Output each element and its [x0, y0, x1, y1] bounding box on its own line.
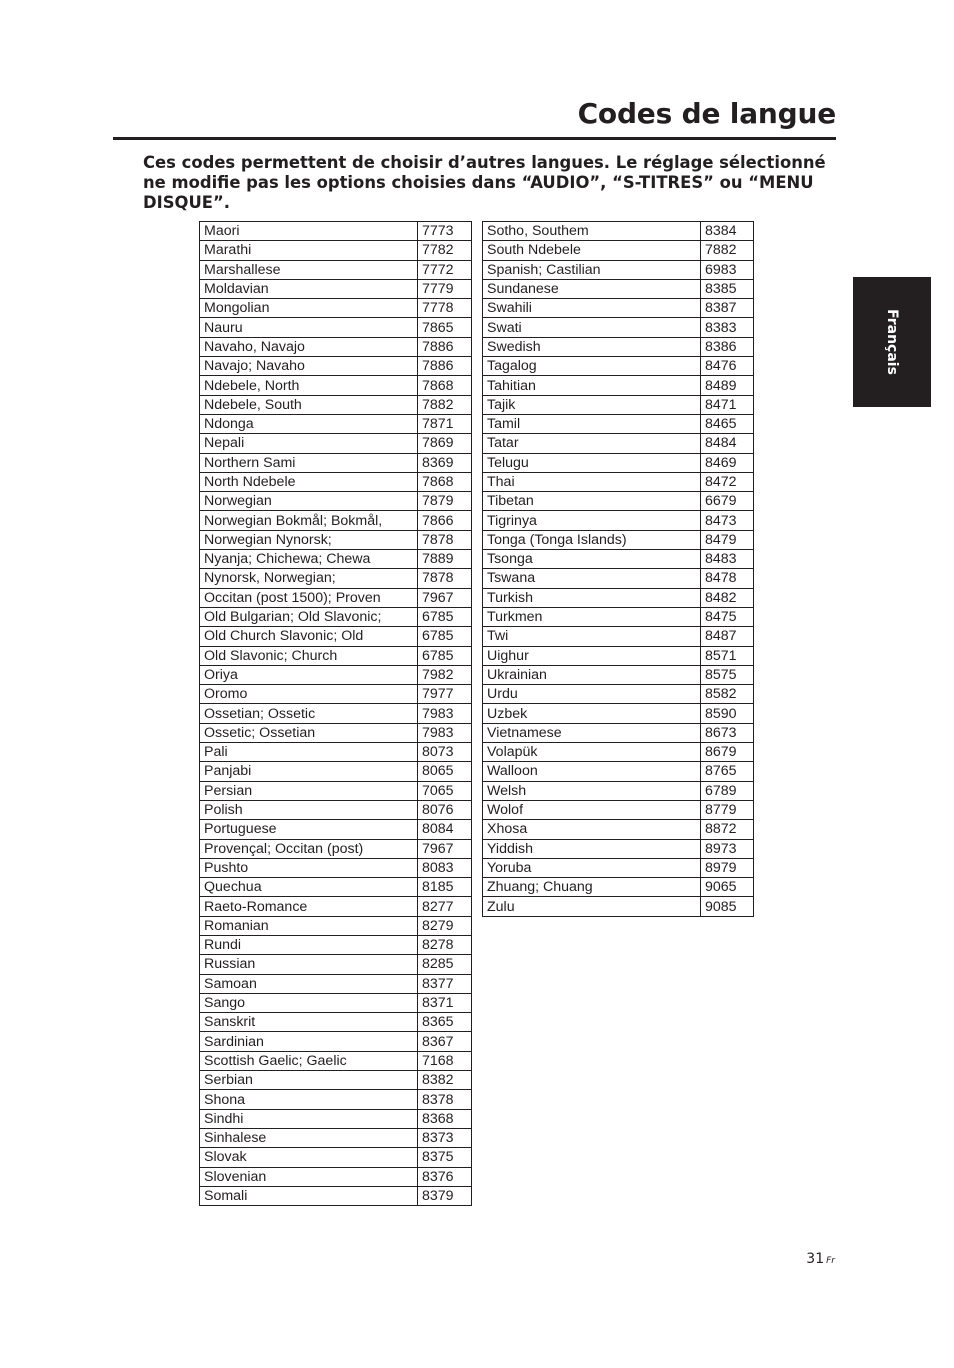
- language-code-cell: 8073: [418, 743, 472, 762]
- language-code-cell: 7982: [418, 665, 472, 684]
- language-code-cell: 7871: [418, 414, 472, 433]
- table-row: [200, 511, 472, 530]
- language-code-cell: 8278: [418, 935, 472, 954]
- language-code-cell: 8386: [701, 337, 754, 356]
- language-name-cell: Slovenian: [200, 1167, 418, 1186]
- table-row: [200, 1109, 472, 1128]
- language-code-cell: 8365: [418, 1013, 472, 1032]
- table-row: [483, 685, 754, 704]
- language-name-cell: Zhuang; Chuang: [483, 878, 701, 897]
- language-name-cell: Old Slavonic; Church: [200, 646, 418, 665]
- language-name-cell: Slovak: [200, 1148, 418, 1167]
- language-name-cell: Sotho, Southem: [483, 222, 701, 241]
- table-row: [200, 743, 472, 762]
- table-row: [483, 472, 754, 491]
- language-name-cell: Occitan (post 1500); Proven: [200, 588, 418, 607]
- language-code-cell: 7168: [418, 1051, 472, 1070]
- language-name-cell: Ukrainian: [483, 665, 701, 684]
- language-code-cell: 8973: [701, 839, 754, 858]
- language-name-cell: Sanskrit: [200, 1013, 418, 1032]
- language-name-cell: Navaho, Navajo: [200, 337, 418, 356]
- language-name-cell: Pushto: [200, 858, 418, 877]
- table-row: [200, 627, 472, 646]
- table-row: [483, 704, 754, 723]
- language-name-cell: Ndebele, North: [200, 376, 418, 395]
- language-code-cell: 6785: [418, 607, 472, 626]
- language-code-cell: 8375: [418, 1148, 472, 1167]
- language-name-cell: Sardinian: [200, 1032, 418, 1051]
- language-name-cell: Polish: [200, 800, 418, 819]
- language-name-cell: Quechua: [200, 878, 418, 897]
- language-name-cell: Urdu: [483, 685, 701, 704]
- language-name-cell: Sango: [200, 993, 418, 1012]
- language-name-cell: Russian: [200, 955, 418, 974]
- table-row: [200, 1128, 472, 1147]
- language-code-cell: 7967: [418, 839, 472, 858]
- language-code-cell: 8076: [418, 800, 472, 819]
- language-code-cell: 6785: [418, 627, 472, 646]
- table-row: [200, 955, 472, 974]
- table-row: [483, 646, 754, 665]
- language-code-cell: 6789: [701, 781, 754, 800]
- table-row: [483, 723, 754, 742]
- table-row: [483, 260, 754, 279]
- table-row: [200, 839, 472, 858]
- language-code-cell: 7882: [701, 241, 754, 260]
- language-code-cell: 8571: [701, 646, 754, 665]
- language-code-cell: 8379: [418, 1186, 472, 1205]
- language-code-cell: 8373: [418, 1128, 472, 1147]
- language-code-cell: 7983: [418, 704, 472, 723]
- language-code-cell: 7778: [418, 299, 472, 318]
- language-code-cell: 8279: [418, 916, 472, 935]
- table-row: [483, 588, 754, 607]
- table-row: [483, 453, 754, 472]
- table-row: [483, 492, 754, 511]
- table-row: [200, 723, 472, 742]
- table-row: [200, 820, 472, 839]
- language-code-cell: 8185: [418, 878, 472, 897]
- language-name-cell: Pali: [200, 743, 418, 762]
- language-code-cell: 8765: [701, 762, 754, 781]
- table-row: [483, 279, 754, 298]
- language-code-cell: 7779: [418, 279, 472, 298]
- language-name-cell: Provençal; Occitan (post): [200, 839, 418, 858]
- language-name-cell: Tahitian: [483, 376, 701, 395]
- language-name-cell: Norwegian: [200, 492, 418, 511]
- language-code-cell: 8483: [701, 550, 754, 569]
- language-code-cell: 7878: [418, 530, 472, 549]
- language-name-cell: Shona: [200, 1090, 418, 1109]
- table-row: [200, 878, 472, 897]
- language-code-cell: 7868: [418, 472, 472, 491]
- language-name-cell: Swahili: [483, 299, 701, 318]
- language-name-cell: Norwegian Bokmål; Bokmål,: [200, 511, 418, 530]
- table-row: [483, 241, 754, 260]
- language-code-cell: 7886: [418, 337, 472, 356]
- table-row: [483, 530, 754, 549]
- table-row: [483, 222, 754, 241]
- language-code-cell: 7866: [418, 511, 472, 530]
- page-number: [806, 1251, 835, 1267]
- table-row: [200, 453, 472, 472]
- table-row: [483, 318, 754, 337]
- language-name-cell: Oriya: [200, 665, 418, 684]
- table-row: [200, 607, 472, 626]
- language-code-cell: 8277: [418, 897, 472, 916]
- table-row: [200, 935, 472, 954]
- language-name-cell: Romanian: [200, 916, 418, 935]
- language-code-cell: 7967: [418, 588, 472, 607]
- table-row: [200, 897, 472, 916]
- language-code-cell: 8487: [701, 627, 754, 646]
- language-name-cell: Old Church Slavonic; Old: [200, 627, 418, 646]
- language-code-cell: 8368: [418, 1109, 472, 1128]
- language-name-cell: Ossetic; Ossetian: [200, 723, 418, 742]
- table-row: [200, 762, 472, 781]
- language-name-cell: Tibetan: [483, 492, 701, 511]
- table-row: [200, 704, 472, 723]
- language-name-cell: Wolof: [483, 800, 701, 819]
- language-code-cell: 8679: [701, 743, 754, 762]
- table-row: [200, 1032, 472, 1051]
- language-code-cell: 8378: [418, 1090, 472, 1109]
- table-row: [483, 414, 754, 433]
- table-row: [200, 318, 472, 337]
- language-code-cell: 8382: [418, 1071, 472, 1090]
- table-row: [483, 395, 754, 414]
- table-row: [200, 1167, 472, 1186]
- table-row: [200, 665, 472, 684]
- table-row: [200, 260, 472, 279]
- language-name-cell: Tonga (Tonga Islands): [483, 530, 701, 549]
- title-rule: [113, 137, 836, 140]
- language-code-cell: 7886: [418, 357, 472, 376]
- table-row: [200, 414, 472, 433]
- table-row: [200, 646, 472, 665]
- language-name-cell: Sindhi: [200, 1109, 418, 1128]
- language-name-cell: Old Bulgarian; Old Slavonic;: [200, 607, 418, 626]
- table-row: [200, 550, 472, 569]
- language-name-cell: Ossetian; Ossetic: [200, 704, 418, 723]
- table-row: [483, 897, 754, 916]
- language-code-cell: 8582: [701, 685, 754, 704]
- language-name-cell: Spanish; Castilian: [483, 260, 701, 279]
- language-code-cell: 8979: [701, 858, 754, 877]
- language-code-cell: 8065: [418, 762, 472, 781]
- language-code-cell: 8476: [701, 357, 754, 376]
- language-name-cell: Ndebele, South: [200, 395, 418, 414]
- table-row: [483, 665, 754, 684]
- language-name-cell: Maori: [200, 222, 418, 241]
- language-name-cell: Samoan: [200, 974, 418, 993]
- language-code-cell: 8872: [701, 820, 754, 839]
- table-row: [200, 1090, 472, 1109]
- table-row: [483, 781, 754, 800]
- table-row: [200, 685, 472, 704]
- language-code-cell: 6679: [701, 492, 754, 511]
- table-row: [483, 800, 754, 819]
- language-code-cell: 8472: [701, 472, 754, 491]
- table-row: [200, 472, 472, 491]
- table-row: [200, 1071, 472, 1090]
- table-row: [200, 279, 472, 298]
- table-row: [200, 800, 472, 819]
- language-code-cell: 9085: [701, 897, 754, 916]
- table-row: [483, 550, 754, 569]
- table-row: [200, 357, 472, 376]
- language-name-cell: Vietnamese: [483, 723, 701, 742]
- side-tab-label: Français: [884, 309, 900, 375]
- language-name-cell: Panjabi: [200, 762, 418, 781]
- table-row: [200, 781, 472, 800]
- table-row: [483, 357, 754, 376]
- language-code-cell: 7869: [418, 434, 472, 453]
- language-name-cell: Tswana: [483, 569, 701, 588]
- table-row: [200, 1013, 472, 1032]
- table-row: [483, 762, 754, 781]
- language-name-cell: Swati: [483, 318, 701, 337]
- table-row: [200, 588, 472, 607]
- table-row: [200, 569, 472, 588]
- language-name-cell: Tajik: [483, 395, 701, 414]
- table-row: [483, 434, 754, 453]
- language-code-cell: 8285: [418, 955, 472, 974]
- language-name-cell: Raeto-Romance: [200, 897, 418, 916]
- table-row: [483, 627, 754, 646]
- language-name-cell: Nyanja; Chichewa; Chewa: [200, 550, 418, 569]
- language-code-cell: 7878: [418, 569, 472, 588]
- table-row: [200, 337, 472, 356]
- language-code-cell: 8475: [701, 607, 754, 626]
- language-name-cell: Scottish Gaelic; Gaelic: [200, 1051, 418, 1070]
- table-row: [483, 858, 754, 877]
- language-code-cell: 6983: [701, 260, 754, 279]
- language-code-cell: 8489: [701, 376, 754, 395]
- language-name-cell: South Ndebele: [483, 241, 701, 260]
- table-row: [200, 858, 472, 877]
- language-code-cell: 8484: [701, 434, 754, 453]
- language-code-cell: 8387: [701, 299, 754, 318]
- language-name-cell: Yoruba: [483, 858, 701, 877]
- language-name-cell: Thai: [483, 472, 701, 491]
- table-row: [200, 376, 472, 395]
- language-code-cell: 8482: [701, 588, 754, 607]
- language-code-cell: 6785: [418, 646, 472, 665]
- language-name-cell: Zulu: [483, 897, 701, 916]
- language-code-cell: 7882: [418, 395, 472, 414]
- language-side-tab: [853, 277, 931, 407]
- language-code-cell: 7782: [418, 241, 472, 260]
- language-code-cell: 8377: [418, 974, 472, 993]
- language-name-cell: Rundi: [200, 935, 418, 954]
- language-code-cell: 7773: [418, 222, 472, 241]
- table-row: [200, 1186, 472, 1205]
- language-code-cell: 8465: [701, 414, 754, 433]
- language-name-cell: Tigrinya: [483, 511, 701, 530]
- language-name-cell: Persian: [200, 781, 418, 800]
- language-code-cell: 8673: [701, 723, 754, 742]
- language-name-cell: Serbian: [200, 1071, 418, 1090]
- language-code-cell: 8471: [701, 395, 754, 414]
- language-code-cell: 8479: [701, 530, 754, 549]
- table-row: [200, 395, 472, 414]
- table-row: [483, 511, 754, 530]
- language-code-cell: 7983: [418, 723, 472, 742]
- language-name-cell: Sinhalese: [200, 1128, 418, 1147]
- language-name-cell: Marshallese: [200, 260, 418, 279]
- language-name-cell: Swedish: [483, 337, 701, 356]
- language-code-cell: 8473: [701, 511, 754, 530]
- language-name-cell: Tatar: [483, 434, 701, 453]
- table-row: [200, 530, 472, 549]
- table-row: [483, 878, 754, 897]
- language-code-cell: 8779: [701, 800, 754, 819]
- language-name-cell: Mongolian: [200, 299, 418, 318]
- table-row: [483, 743, 754, 762]
- language-name-cell: Tsonga: [483, 550, 701, 569]
- language-name-cell: Walloon: [483, 762, 701, 781]
- language-name-cell: Northern Sami: [200, 453, 418, 472]
- table-row: [200, 434, 472, 453]
- table-row: [483, 299, 754, 318]
- table-row: [483, 839, 754, 858]
- table-row: [483, 569, 754, 588]
- table-row: [200, 1051, 472, 1070]
- table-row: [200, 492, 472, 511]
- language-name-cell: Somali: [200, 1186, 418, 1205]
- language-code-cell: 7889: [418, 550, 472, 569]
- language-code-cell: 9065: [701, 878, 754, 897]
- language-code-cell: 8469: [701, 453, 754, 472]
- language-code-cell: 8371: [418, 993, 472, 1012]
- language-code-cell: 8478: [701, 569, 754, 588]
- language-name-cell: Turkish: [483, 588, 701, 607]
- language-name-cell: Nynorsk, Norwegian;: [200, 569, 418, 588]
- language-name-cell: Nauru: [200, 318, 418, 337]
- language-name-cell: Ndonga: [200, 414, 418, 433]
- language-code-cell: 8383: [701, 318, 754, 337]
- language-code-cell: 8369: [418, 453, 472, 472]
- language-name-cell: Tagalog: [483, 357, 701, 376]
- language-code-cell: 7977: [418, 685, 472, 704]
- language-code-cell: 7772: [418, 260, 472, 279]
- language-code-cell: 8083: [418, 858, 472, 877]
- table-row: [483, 820, 754, 839]
- language-name-cell: Twi: [483, 627, 701, 646]
- language-code-cell: 8084: [418, 820, 472, 839]
- language-name-cell: Navajo; Navaho: [200, 357, 418, 376]
- language-name-cell: Yiddish: [483, 839, 701, 858]
- language-name-cell: Marathi: [200, 241, 418, 260]
- table-row: [483, 607, 754, 626]
- language-name-cell: Xhosa: [483, 820, 701, 839]
- language-code-cell: 8590: [701, 704, 754, 723]
- table-row: [200, 222, 472, 241]
- table-row: [200, 1148, 472, 1167]
- language-name-cell: Uighur: [483, 646, 701, 665]
- language-name-cell: Telugu: [483, 453, 701, 472]
- language-codes-table-left: [199, 221, 472, 1206]
- language-name-cell: Portuguese: [200, 820, 418, 839]
- language-code-cell: 7868: [418, 376, 472, 395]
- language-name-cell: North Ndebele: [200, 472, 418, 491]
- table-row: [200, 974, 472, 993]
- language-name-cell: Volapük: [483, 743, 701, 762]
- language-name-cell: Tamil: [483, 414, 701, 433]
- table-row: [200, 299, 472, 318]
- language-code-cell: 7865: [418, 318, 472, 337]
- language-name-cell: Turkmen: [483, 607, 701, 626]
- page-number-suffix: Fr: [826, 1256, 835, 1266]
- table-row: [483, 376, 754, 395]
- language-code-cell: 8376: [418, 1167, 472, 1186]
- language-code-cell: 8367: [418, 1032, 472, 1051]
- language-name-cell: Nepali: [200, 434, 418, 453]
- language-name-cell: Norwegian Nynorsk;: [200, 530, 418, 549]
- language-name-cell: Moldavian: [200, 279, 418, 298]
- language-name-cell: Oromo: [200, 685, 418, 704]
- intro-paragraph: Ces codes permettent de choisir d’autres langues. Le réglage sélectionné ne modifie pas les options choisies dans “AUDIO”, “S-TITRES” ou “MENU DISQUE”.: [143, 153, 826, 212]
- language-codes-table-right: [482, 221, 754, 917]
- page-number-value: 31: [806, 1251, 825, 1267]
- language-name-cell: Welsh: [483, 781, 701, 800]
- language-name-cell: Sundanese: [483, 279, 701, 298]
- table-row: [483, 337, 754, 356]
- table-row: [200, 241, 472, 260]
- language-code-cell: 7065: [418, 781, 472, 800]
- page-title: Codes de langue: [577, 97, 836, 130]
- language-code-cell: 8384: [701, 222, 754, 241]
- language-code-cell: 7879: [418, 492, 472, 511]
- language-code-cell: 8575: [701, 665, 754, 684]
- language-code-cell: 8385: [701, 279, 754, 298]
- language-name-cell: Uzbek: [483, 704, 701, 723]
- table-row: [200, 993, 472, 1012]
- table-row: [200, 916, 472, 935]
